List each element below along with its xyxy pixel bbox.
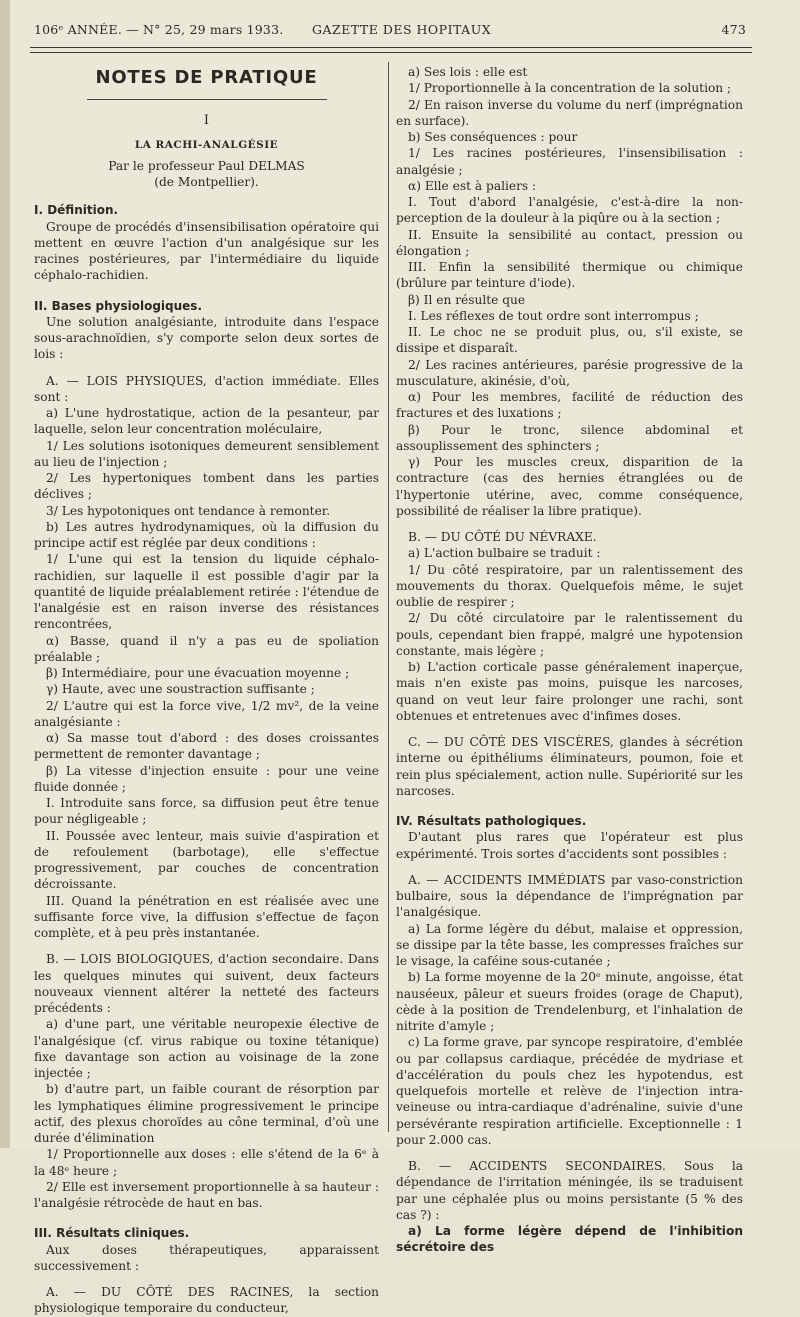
paragraph: a) La forme légère du début, malaise et oppression, se dissipe par la tête basse, les compresses fraîches sur le visage, la caféine sous-cutanée ; [396, 921, 743, 968]
paragraph: A. — ACCIDENTS IMMÉDIATS par vaso-constriction bulbaire, sous la dépendance de l'imprégnation par l'analgésique. [396, 872, 743, 920]
paragraph: α) Basse, quand il n'y a pas eu de spoliation préalable ; [34, 633, 379, 664]
paragraph: α) Sa masse tout d'abord : des doses croissantes permettent de remonter davantage ; [34, 731, 379, 762]
column-divider [388, 62, 389, 1132]
paragraph: b) La forme moyenne de la 20ᵉ minute, angoisse, état nauséeux, pâleur et sueurs froides (orage de Chaput), cède à la position de Trendelenburg, et l'inhalation de nitrite d'amyle ; [396, 970, 743, 1033]
paragraph: B. — ACCIDENTS SECONDAIRES. Sous la dépendance de l'irritation méningée, ils se traduisent par une céphalée plus ou moins persistante (5 % des cas ?) : [396, 1159, 743, 1222]
paragraph: A. — DU CÔTÉ DES RACINES, la section physiologique temporaire du conducteur, [34, 1285, 379, 1316]
section-heading: IV. Résultats pathologiques. [396, 814, 587, 828]
paragraph: a) L'une hydrostatique, action de la pesanteur, par laquelle, selon leur concentration moléculaire, [34, 406, 379, 437]
paragraph: I. Tout d'abord l'analgésie, c'est-à-dire la non-perception de la douleur à la piqûre ou à la section ; [396, 195, 743, 226]
page-edge [0, 0, 10, 1148]
spacer [396, 1148, 743, 1158]
spacer [34, 1274, 379, 1284]
paragraph: 1/ Les racines postérieures, l'insensibilisation : analgésie ; [396, 146, 743, 177]
paragraph: a) L'action bulbaire se traduit : [408, 546, 601, 561]
paragraph: c) La forme grave, par syncope respiratoire, d'emblée ou par collapsus cardiaque, précédée de mydriase et d'accélération du pouls chez les hypotendus, est quelquefois mortelle et relève de l'injection intra-veineuse ou intra-cardiaque d'adrénaline, suivie d'une persévérante respiration artificielle. Exceptionnelle : 1 pour 2.000 cas. [396, 1035, 743, 1147]
paragraph: b) d'autre part, un faible courant de résorption par les lymphatiques élimine progressivement le principe actif, des plexus choroïdes au cône terminal, d'où une durée d'élimination [34, 1082, 379, 1145]
spacer [396, 724, 743, 734]
header-rule-thin [30, 52, 752, 53]
spacer [34, 284, 379, 298]
paragraph: Une solution analgésiante, introduite dans l'espace sous-arachnoïdien, s'y comporte selon deux sortes de lois : [34, 314, 379, 362]
paragraph: II. Poussée avec lenteur, mais suivie d'aspiration et de refoulement (barbotage), elle s'effectue progressivement, par couches de concentration décroissante. [34, 828, 379, 892]
paragraph: 2/ L'autre qui est la force vive, 1/2 mv², de la veine analgésiante : [34, 698, 379, 729]
paragraph: γ) Haute, avec une soustraction suffisante ; [46, 682, 315, 697]
paragraph: α) Elle est à paliers : [408, 178, 537, 193]
paragraph: II. Ensuite la sensibilité au contact, pression ou élongation ; [396, 227, 743, 258]
page-number: 473 [721, 22, 746, 37]
paragraph: Aux doses thérapeutiques, apparaissent successivement : [34, 1242, 379, 1273]
title-rule [87, 99, 327, 100]
paragraph: C. — DU CÔTÉ DES VISCÈRES, glandes à sécrétion interne ou épithéliums éliminateurs, poumon, foie et rein plus spécialement, action nulle. Supériorité sur les narcoses. [396, 735, 743, 798]
spacer [34, 941, 379, 951]
spacer [34, 1211, 379, 1225]
paragraph: β) Pour le tronc, silence abdominal et assouplissement des sphincters ; [396, 422, 743, 453]
paragraph: β) Il en résulte que [408, 292, 526, 307]
left-column [34, 62, 379, 1317]
paragraph: 2/ Les racines antérieures, parésie progressive de la musculature, akinésie, d'où, [396, 357, 743, 388]
author-affiliation: (de Montpellier). [154, 175, 259, 189]
paragraph: 1/ Proportionnelle aux doses : elle s'étend de la 6ᵉ à la 48ᵉ heure ; [34, 1147, 379, 1178]
header-rule [30, 47, 752, 48]
paragraph: 2/ En raison inverse du volume du nerf (imprégnation en surface). [396, 97, 743, 128]
paragraph: A. — LOIS PHYSIQUES, d'action immédiate. Elles sont : [34, 373, 379, 404]
paragraph: I. Introduite sans force, sa diffusion peut être tenue pour négligeable ; [34, 796, 379, 827]
right-column [396, 64, 743, 1256]
paragraph: 2/ Du côté circulatoire par le ralentissement du pouls, cependant bien frappé, malgré une hypotension constante, mais légère ; [396, 611, 743, 658]
issue-info: 106ᵉ ANNÉE. — N° 25, 29 mars 1933. [34, 22, 284, 37]
author-line: Par le professeur Paul DELMAS [108, 158, 305, 173]
spacer [396, 799, 743, 813]
paragraph: β) La vitesse d'injection ensuite : pour une veine fluide donnée ; [34, 763, 379, 794]
paragraph: α) Pour les membres, facilité de réduction des fractures et des luxations ; [396, 390, 743, 421]
paragraph: b) L'action corticale passe généralement inaperçue, mais n'en existe pas moins, puisque les narcoses, quand on veut leur faire prolonger une rachi, sont obtenues et entretenues avec d'infimes doses. [396, 660, 743, 723]
paragraph: a) Ses lois : elle est [408, 65, 528, 79]
paragraph: III. Quand la pénétration en est réalisée avec une suffisante force vive, la diffusion s'effectue de façon complète, et à peu près instantanée. [34, 893, 379, 940]
spacer [34, 363, 379, 373]
paragraph: 2/ Les hypertoniques tombent dans les parties déclives ; [34, 471, 379, 502]
journal-name: GAZETTE DES HOPITAUX [312, 22, 492, 37]
paragraph: γ) Pour les muscles creux, disparition de la contracture (cas des hernies étranglées ou de l'hypertonie utérine, avec, comme conséquence, possibilité de réaliser la libre pratique). [396, 455, 743, 518]
paragraph: I. Les réflexes de tout ordre sont interrompus ; [408, 308, 699, 323]
paragraph: a) d'une part, une véritable neuropexie élective de l'analgésique (cf. virus rabique ou toxine tétanique) fixe davantage son action au voisinage de la zone injectée ; [34, 1017, 379, 1080]
section-heading: I. Définition. [34, 203, 119, 218]
article-number: I [203, 113, 210, 129]
paragraph: 1/ Du côté respiratoire, par un ralentissement des mouvements du thorax. Quelquefois même, le sujet oublie de respirer ; [396, 562, 743, 609]
paragraph: II. Le choc ne se produit plus, ou, s'il existe, se dissipe et disparaît. [396, 325, 743, 356]
paragraph: III. Enfin la sensibilité thermique ou chimique (brûlure par teinture d'iode). [396, 260, 743, 291]
paragraph: D'autant plus rares que l'opérateur est plus expérimenté. Trois sortes d'accidents sont possibles : [396, 830, 743, 861]
paragraph: 1/ L'une qui est la tension du liquide céphalo-rachidien, sur laquelle il est possible d'agir par la quantité de liquide préalablement retirée : l'étendue de l'analgésie est en raison inverse des résistances rencontrées, [34, 552, 379, 632]
paragraph: B. — LOIS BIOLOGIQUES, d'action secondaire. Dans les quelques minutes qui suivent, deux facteurs nouveaux viennent altérer la netteté des facteurs précédents : [34, 952, 379, 1015]
right-body [396, 64, 743, 1256]
article-title: LA RACHI-ANALGÉSIE [134, 138, 279, 151]
running-header [20, 22, 750, 44]
section-heading: II. Bases physiologiques. [34, 298, 202, 313]
paragraph: 1/ Proportionnelle à la concentration de la solution ; [408, 81, 732, 96]
spacer [396, 519, 743, 529]
spacer [396, 862, 743, 872]
section-title: NOTES DE PRATIQUE [95, 67, 318, 88]
paragraph: 1/ Les solutions isotoniques demeurent sensiblement au lieu de l'injection ; [34, 438, 379, 469]
paragraph: a) La forme légère dépend de l'inhibition sécrétoire des [396, 1224, 743, 1255]
paragraph: 2/ Elle est inversement proportionnelle à sa hauteur : l'analgésie rétrocède de haut en bas. [34, 1179, 379, 1210]
section-heading: III. Résultats cliniques. [34, 1226, 190, 1241]
paragraph: B. — DU CÔTÉ DU NÉVRAXE. [408, 530, 597, 544]
paragraph: b) Les autres hydrodynamiques, où la diffusion du principe actif est réglée par deux conditions : [34, 519, 379, 550]
paragraph: 3/ Les hypotoniques ont tendance à remonter. [46, 503, 331, 518]
left-body [34, 202, 379, 1316]
paragraph: b) Ses conséquences : pour [408, 130, 578, 144]
paragraph: Groupe de procédés d'insensibilisation opératoire qui mettent en œuvre l'action d'un analgésique sur les racines postérieures, par l'intermédiaire du liquide céphalo-rachidien. [34, 219, 379, 283]
paragraph: β) Intermédiaire, pour une évacuation moyenne ; [46, 666, 350, 680]
